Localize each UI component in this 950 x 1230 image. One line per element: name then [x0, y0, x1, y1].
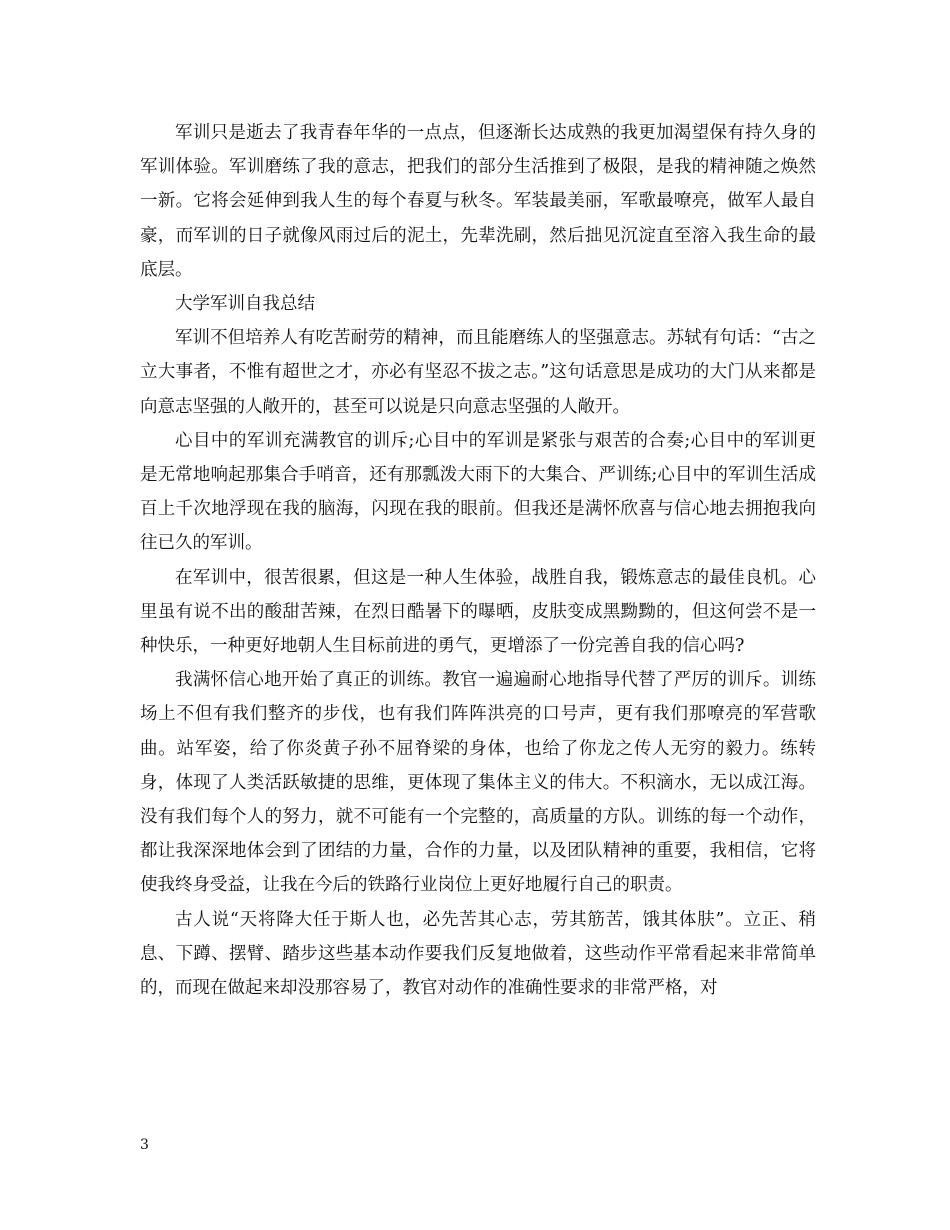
section-heading: 大学军训自我总结 — [175, 294, 315, 315]
paragraph-willpower: 军训不但培养人有吃苦耐劳的精神，而且能磨练人的坚强意志。苏轼有句话：“古之立大事者，不惟有超世之才，亦必有坚忍不拔之志。”这句话意思是成功的大门从来都是向意志坚强的人敞开的，甚至可以说是只向意志坚强的人敞开。 — [140, 328, 816, 417]
paragraph-intro: 军训只是逝去了我青春年华的一点点，但逐渐长达成熟的我更加渴望保有持久身的军训体验。军训磨练了我的意志，把我们的部分生活推到了极限，是我的精神随之焕然一新。它将会延伸到我人生的每个春夏与秋冬。军装最美丽，军歌最嘹亮，做军人最自豪，而军训的日子就像风雨过后的泥土，先辈洗刷，然后拙见沉淀直至溶入我生命的最底层。 — [140, 123, 816, 280]
paragraph-training: 我满怀信心地开始了真正的训练。教官一遍遍耐心地指导代替了严厉的训斥。训练场上不但有我们整齐的步伐，也有我们阵阵洪亮的口号声，更有我们那嘹亮的军营歌曲。站军姿，给了你炎黄子孙不屈脊梁的身体，也给了你龙之传人无穷的毅力。练转身，体现了人类活跃敏捷的思维，更体现了集体主义的伟大。不积滴水，无以成江海。没有我们每个人的努力，就不可能有一个完整的，高质量的方队。训练的每一个动作，都让我深深地体会到了团结的力量，合作的力量，以及团队精神的重要，我相信，它将使我终身受益，让我在今后的铁路行业岗位上更好地履行自己的职责。 — [140, 670, 816, 896]
paragraph-basic-moves: 古人说“天将降大任于斯人也，必先苦其心志，劳其筋苦，饿其体肤”。立正、稍息、下蹲、摆臂、踏步这些基本动作要我们反复地做着，这些动作平常看起来非常简单的，而现在做起来却没那容易了，教官对动作的准确性要求的非常严格，对 — [140, 909, 816, 999]
page-number: 3 — [140, 1137, 149, 1153]
document-body — [140, 116, 816, 1005]
paragraph-experience: 在军训中，很苦很累，但这是一种人生体验，战胜自我，锻炼意志的最佳良机。心里虽有说不出的酸甜苦辣，在烈日酷暑下的曝晒，皮肤变成黑黝黝的，但这何尝不是一种快乐，一种更好地朝人生目标前进的勇气，更增添了一份完善自我的信心吗? — [140, 567, 816, 657]
paragraph-imagination: 心目中的军训充满教官的训斥;心目中的军训是紧张与艰苦的合奏;心目中的军训更是无常地响起那集合手哨音，还有那瓢泼大雨下的大集合、严训练;心目中的军训生活成百上千次地浮现在我的脑海，闪现在我的眼前。但我还是满怀欣喜与信心地去拥抱我向往已久的军训。 — [140, 430, 816, 554]
